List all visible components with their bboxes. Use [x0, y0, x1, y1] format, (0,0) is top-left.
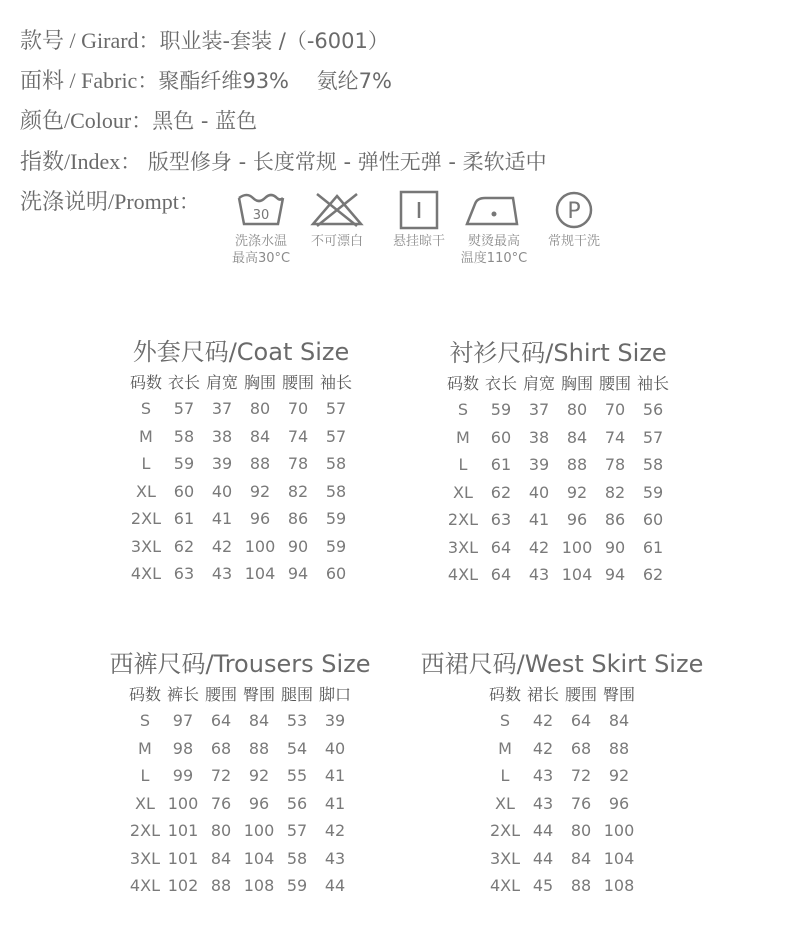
column-header: 腰围 [599, 373, 632, 393]
table-cell: XL [135, 793, 155, 813]
column-header: 码数 [446, 373, 479, 393]
table-cell: 38 [528, 427, 550, 447]
table-cell: 61 [642, 537, 664, 557]
table-cell: S [139, 711, 151, 731]
table-cell: 43 [211, 564, 233, 584]
table-cell: 43 [324, 848, 346, 868]
table-cell: 76 [210, 793, 232, 813]
table-cell: 42 [528, 537, 550, 557]
table-cell: 60 [173, 481, 195, 501]
column-header: 肩宽 [522, 373, 555, 393]
table-row [126, 817, 354, 845]
care-label-bleach: 不可漂白 [310, 234, 363, 249]
table-cell: 58 [325, 481, 347, 501]
column-header: 码数 [129, 372, 162, 392]
care-item-wash [221, 190, 301, 267]
table-cell: 78 [604, 455, 626, 475]
table-cell: 68 [210, 738, 232, 758]
table-cell: 2XL [447, 510, 478, 530]
dry-clean-letter: P [567, 199, 581, 224]
table-cell: 108 [603, 876, 635, 896]
table-cell: L [141, 454, 151, 474]
table-cell: 58 [642, 455, 664, 475]
table-cell: L [458, 455, 468, 475]
table-cell: XL [495, 793, 515, 813]
table-cell: 96 [608, 793, 630, 813]
table-cell: 60 [642, 510, 664, 530]
table-cell: 62 [642, 565, 664, 585]
index-label: 指数/Index [20, 149, 121, 174]
column-header: 肩宽 [205, 372, 238, 392]
prompt-label: 洗涤说明/Prompt [20, 189, 179, 214]
table-cell: 44 [532, 821, 554, 841]
table-cell: 100 [244, 536, 276, 556]
table-cell: 64 [570, 711, 592, 731]
table-cell: 84 [566, 427, 588, 447]
table-cell: 82 [287, 481, 309, 501]
model-label: 款号 / Girard [20, 28, 139, 53]
table-row [126, 790, 354, 818]
table-cell: 100 [167, 793, 199, 813]
table-cell: 104 [244, 564, 276, 584]
table-cell: 4XL [447, 565, 478, 585]
table-row [486, 872, 638, 900]
table-cell: 42 [532, 711, 554, 731]
table-cell: 88 [248, 738, 270, 758]
table-cell: 40 [211, 481, 233, 501]
table-cell: 41 [528, 510, 550, 530]
table-cell: 76 [570, 793, 592, 813]
column-header: 裙长 [526, 684, 559, 704]
table-cell: 39 [528, 455, 550, 475]
table-cell: 104 [243, 848, 275, 868]
table-cell: 90 [287, 536, 309, 556]
wash-30-icon [235, 190, 287, 230]
table-cell: 63 [173, 564, 195, 584]
table-row [444, 451, 672, 479]
table-cell: 56 [642, 400, 664, 420]
care-label-hang: 悬挂晾干 [392, 234, 445, 249]
table-cell: 86 [604, 510, 626, 530]
table-cell: XL [136, 481, 156, 501]
info-colour [20, 104, 257, 135]
table-cell: 59 [490, 400, 512, 420]
table-cell: 64 [210, 711, 232, 731]
skirt-table [486, 679, 638, 900]
column-header: 腰围 [282, 372, 315, 392]
table-cell: L [140, 766, 150, 786]
table-cell: 82 [604, 482, 626, 502]
table-header-row [486, 679, 638, 707]
table-row [486, 735, 638, 763]
prompt-value: ： [178, 190, 200, 214]
table-cell: 64 [490, 537, 512, 557]
shirt-size-title: 衬衫尺码/Shirt Size [449, 339, 667, 367]
table-cell: 72 [210, 766, 232, 786]
coat-table [127, 367, 355, 588]
trousers-size-title: 西裤尺码/Trousers Size [109, 650, 371, 678]
table-cell: 84 [608, 711, 630, 731]
table-cell: 74 [604, 427, 626, 447]
table-cell: 80 [210, 821, 232, 841]
table-cell: 3XL [489, 848, 520, 868]
colour-label: 颜色/Colour [20, 108, 132, 133]
table-cell: 96 [566, 510, 588, 530]
table-cell: 61 [490, 455, 512, 475]
table-cell: 37 [211, 399, 233, 419]
table-row [486, 762, 638, 790]
column-header: 胸围 [561, 373, 594, 393]
care-item-iron [454, 190, 534, 267]
table-cell: 80 [566, 400, 588, 420]
table-cell: 37 [528, 400, 550, 420]
table-cell: 99 [172, 766, 194, 786]
table-cell: 39 [324, 711, 346, 731]
table-header-row [126, 679, 354, 707]
column-header: 码数 [488, 684, 521, 704]
table-cell: 39 [211, 454, 233, 474]
table-row [127, 478, 355, 506]
table-cell: 2XL [489, 821, 520, 841]
column-header: 袖长 [320, 372, 353, 392]
table-cell: 3XL [447, 537, 478, 557]
table-cell: L [500, 766, 510, 786]
table-row [486, 845, 638, 873]
table-cell: S [457, 400, 469, 420]
table-cell: 57 [325, 399, 347, 419]
column-header: 衣长 [167, 372, 200, 392]
table-cell: 44 [324, 876, 346, 896]
table-cell: 3XL [129, 848, 160, 868]
table-cell: 38 [211, 426, 233, 446]
table-cell: 80 [570, 821, 592, 841]
table-row [444, 479, 672, 507]
table-cell: 2XL [129, 821, 160, 841]
table-cell: 4XL [129, 876, 160, 896]
dry-clean-icon [552, 190, 596, 230]
table-cell: 78 [287, 454, 309, 474]
table-cell: 84 [210, 848, 232, 868]
table-cell: 92 [249, 481, 271, 501]
trousers-size-table [95, 644, 385, 900]
table-cell: 59 [286, 876, 308, 896]
care-label-iron: 熨烫最高 温度110°C [460, 234, 528, 266]
table-cell: 96 [248, 793, 270, 813]
table-row [486, 790, 638, 818]
info-prompt [20, 185, 200, 216]
table-row [126, 762, 354, 790]
column-header: 袖长 [637, 373, 670, 393]
table-cell: 43 [528, 565, 550, 585]
table-cell: 4XL [130, 564, 161, 584]
table-cell: M [139, 426, 153, 446]
column-header: 脚口 [319, 684, 352, 704]
table-cell: M [456, 427, 470, 447]
table-cell: 62 [173, 536, 195, 556]
colour-value: ：黑色 - 蓝色 [131, 109, 258, 133]
table-cell: 70 [604, 400, 626, 420]
table-row [127, 423, 355, 451]
coat-size-table [96, 332, 386, 588]
index-value: ： 版型修身 - 长度常规 - 弹性无弹 - 柔软适中 [120, 150, 547, 174]
no-bleach-icon [307, 190, 367, 230]
table-cell: 88 [566, 455, 588, 475]
table-cell: 64 [490, 565, 512, 585]
hang-dry-icon [397, 190, 441, 230]
table-row [127, 505, 355, 533]
table-cell: XL [453, 482, 473, 502]
wash-temp: 30 [252, 208, 270, 223]
table-cell: 104 [603, 848, 635, 868]
table-row [126, 735, 354, 763]
table-header-row [127, 367, 355, 395]
table-cell: 90 [604, 537, 626, 557]
column-header: 腿围 [281, 684, 314, 704]
table-cell: 92 [608, 766, 630, 786]
table-cell: 88 [249, 454, 271, 474]
table-cell: 101 [167, 848, 199, 868]
table-cell: 92 [566, 482, 588, 502]
table-cell: M [138, 738, 152, 758]
column-header: 裤长 [166, 684, 199, 704]
column-header: 腰围 [204, 684, 237, 704]
info-fabric [20, 64, 392, 95]
table-row [126, 845, 354, 873]
table-cell: 70 [287, 399, 309, 419]
table-cell: 100 [243, 821, 275, 841]
table-cell: M [498, 738, 512, 758]
table-header-row [444, 368, 672, 396]
column-header: 腰围 [565, 684, 598, 704]
table-cell: 88 [608, 738, 630, 758]
table-cell: 86 [287, 509, 309, 529]
column-header: 衣长 [484, 373, 517, 393]
table-cell: 57 [286, 821, 308, 841]
table-cell: 84 [249, 426, 271, 446]
table-row [126, 707, 354, 735]
table-cell: 96 [249, 509, 271, 529]
table-row [444, 424, 672, 452]
table-cell: 104 [561, 565, 593, 585]
table-cell: S [140, 399, 152, 419]
table-row [444, 396, 672, 424]
table-cell: 84 [248, 711, 270, 731]
fabric-label: 面料 / Fabric [20, 68, 138, 93]
model-value: ：职业装-套装 /（-6001） [138, 29, 389, 53]
table-cell: 88 [570, 876, 592, 896]
table-cell: 45 [532, 876, 554, 896]
table-cell: 68 [570, 738, 592, 758]
table-cell: 53 [286, 711, 308, 731]
care-label-wash: 洗涤水温 最高30°C [231, 234, 291, 266]
table-cell: 59 [325, 509, 347, 529]
table-cell: 59 [642, 482, 664, 502]
table-row [127, 450, 355, 478]
shirt-size-table [413, 333, 703, 589]
table-row [127, 395, 355, 423]
column-header: 臀围 [243, 684, 276, 704]
table-cell: 59 [325, 536, 347, 556]
table-cell: 58 [325, 454, 347, 474]
table-cell: 58 [286, 848, 308, 868]
table-row [127, 533, 355, 561]
table-cell: S [499, 711, 511, 731]
table-cell: 2XL [130, 509, 161, 529]
iron-icon [463, 190, 525, 230]
table-row [127, 560, 355, 588]
table-cell: 98 [172, 738, 194, 758]
table-cell: 4XL [489, 876, 520, 896]
fabric-value: ：聚酯纤维93% 氨纶7% [137, 69, 392, 93]
table-cell: 3XL [130, 536, 161, 556]
table-cell: 57 [325, 426, 347, 446]
info-model [20, 24, 389, 55]
column-header: 胸围 [244, 372, 277, 392]
table-cell: 40 [528, 482, 550, 502]
table-cell: 63 [490, 510, 512, 530]
table-cell: 43 [532, 793, 554, 813]
table-cell: 60 [325, 564, 347, 584]
table-cell: 97 [172, 711, 194, 731]
table-row [444, 534, 672, 562]
column-header: 臀围 [603, 684, 636, 704]
table-cell: 94 [287, 564, 309, 584]
table-row [444, 506, 672, 534]
table-cell: 61 [173, 509, 195, 529]
table-cell: 80 [249, 399, 271, 419]
table-cell: 55 [286, 766, 308, 786]
table-cell: 74 [287, 426, 309, 446]
table-cell: 88 [210, 876, 232, 896]
table-cell: 58 [173, 426, 195, 446]
skirt-size-table [412, 644, 712, 900]
table-cell: 100 [561, 537, 593, 557]
table-row [486, 707, 638, 735]
table-cell: 56 [286, 793, 308, 813]
table-cell: 57 [173, 399, 195, 419]
table-cell: 44 [532, 848, 554, 868]
table-cell: 72 [570, 766, 592, 786]
shirt-table [444, 368, 672, 589]
trousers-table [126, 679, 354, 900]
info-index [20, 145, 547, 176]
table-cell: 41 [211, 509, 233, 529]
column-header: 码数 [128, 684, 161, 704]
table-cell: 62 [490, 482, 512, 502]
table-cell: 57 [642, 427, 664, 447]
coat-size-title: 外套尺码/Coat Size [132, 338, 350, 366]
table-cell: 59 [173, 454, 195, 474]
table-cell: 101 [167, 821, 199, 841]
table-cell: 108 [243, 876, 275, 896]
table-cell: 54 [286, 738, 308, 758]
skirt-size-title: 西裙尺码/West Skirt Size [420, 650, 704, 678]
care-item-dryclean [534, 190, 614, 250]
table-cell: 102 [167, 876, 199, 896]
table-row [126, 872, 354, 900]
table-cell: 42 [532, 738, 554, 758]
care-label-dryclean: 常规干洗 [547, 234, 600, 249]
care-item-hang [379, 190, 459, 250]
table-cell: 100 [603, 821, 635, 841]
table-cell: 40 [324, 738, 346, 758]
table-cell: 84 [570, 848, 592, 868]
table-cell: 92 [248, 766, 270, 786]
care-item-bleach [297, 190, 377, 250]
table-cell: 42 [211, 536, 233, 556]
table-cell: 41 [324, 793, 346, 813]
table-cell: 41 [324, 766, 346, 786]
table-cell: 43 [532, 766, 554, 786]
table-cell: 42 [324, 821, 346, 841]
table-row [444, 561, 672, 589]
table-row [486, 817, 638, 845]
table-cell: 60 [490, 427, 512, 447]
table-cell: 94 [604, 565, 626, 585]
